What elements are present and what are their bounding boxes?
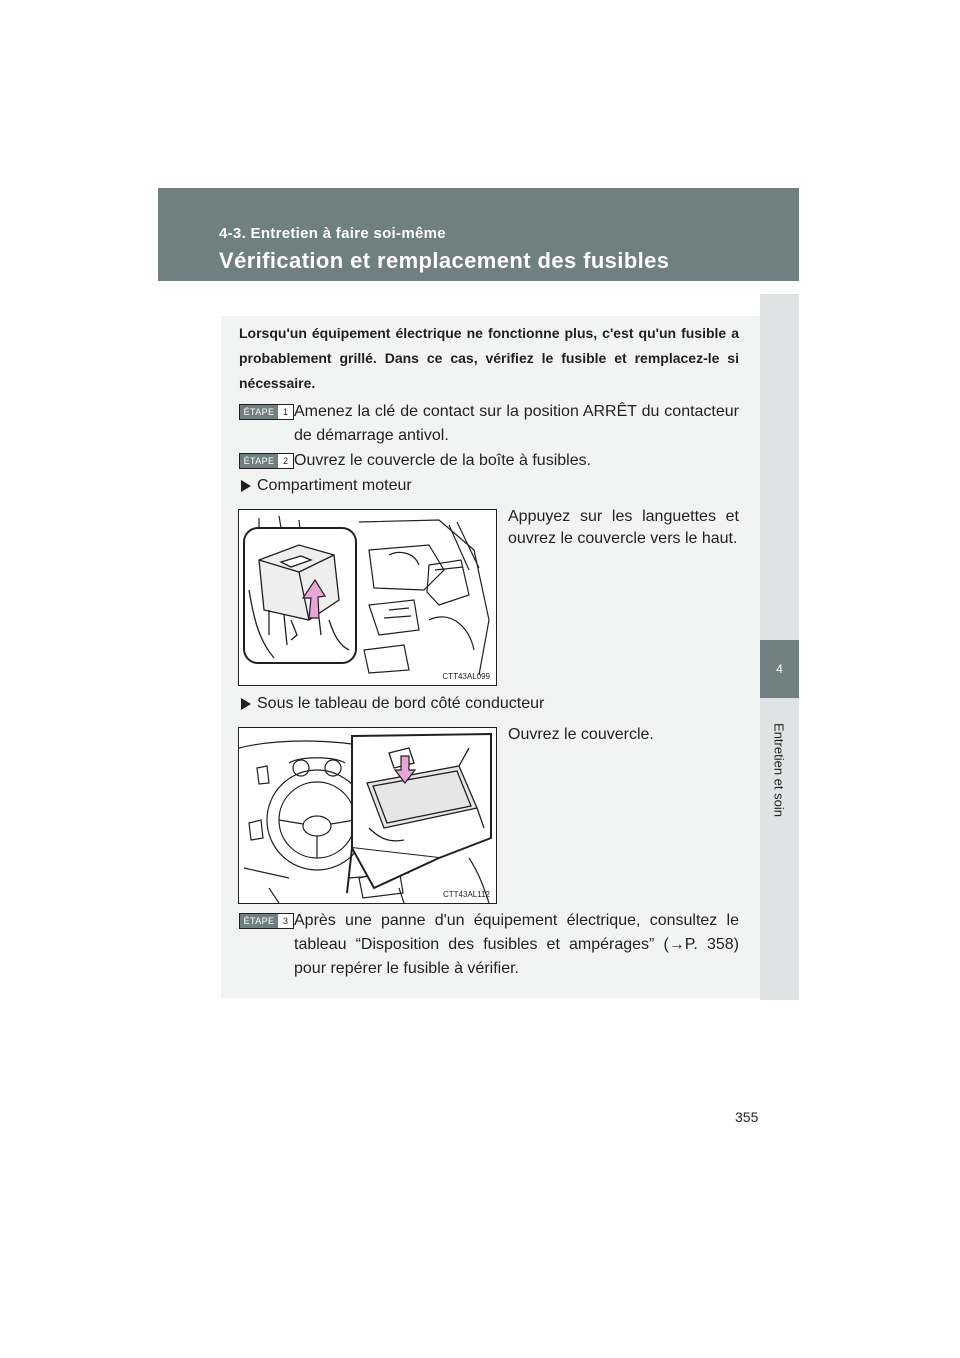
subsection-heading-text: Sous le tableau de bord côté conducteur bbox=[257, 695, 545, 712]
subsection-heading-engine bbox=[239, 476, 412, 496]
figure-note: Ouvrez le couvercle. bbox=[508, 726, 654, 743]
content-panel bbox=[221, 316, 760, 998]
dashboard-fuse-box-figure bbox=[238, 727, 497, 904]
step-2 bbox=[239, 449, 739, 473]
step-badge bbox=[239, 404, 294, 420]
subsection-heading-text: Compartiment moteur bbox=[257, 477, 412, 494]
step-badge-number: 2 bbox=[282, 456, 288, 466]
figure-code: CTT43AL099 bbox=[442, 672, 490, 681]
intro-text: Lorsqu'un équipement électrique ne fonctionne plus, c'est qu'un fusible a probablement grillé. Dans ce cas, vérifiez le fusible et remplacez-le si nécessaire. bbox=[239, 325, 739, 391]
chapter-number: 4 bbox=[760, 640, 799, 698]
engine-fuse-box-figure bbox=[238, 509, 497, 686]
step-badge bbox=[239, 453, 294, 469]
triangle-bullet-icon bbox=[241, 480, 251, 492]
figure-code: CTT43AL112 bbox=[443, 890, 490, 899]
step-badge-label: ÉTAPE bbox=[240, 914, 278, 928]
page-title: Vérification et remplacement des fusibles bbox=[219, 248, 670, 273]
step-text: Ouvrez le couvercle de la boîte à fusibles. bbox=[294, 452, 592, 469]
step-badge-label: ÉTAPE bbox=[240, 454, 278, 468]
step-text: Après une panne d'un équipement électrique, consultez le tableau “Disposition des fusibles et ampérages” (→P. 358) pour repérer le fusible à vérifier. bbox=[294, 912, 739, 977]
step-text: Amenez la clé de contact sur la position ARRÊT du contacteur de démarrage antivol. bbox=[294, 403, 739, 444]
step-badge-label: ÉTAPE bbox=[240, 405, 278, 419]
step-3 bbox=[239, 909, 739, 981]
step-badge-number: 1 bbox=[282, 407, 288, 417]
subsection-heading-dashboard bbox=[239, 694, 544, 714]
step-badge bbox=[239, 913, 294, 929]
figure-note: Appuyez sur les languettes et ouvrez le couvercle vers le haut. bbox=[508, 508, 739, 547]
section-label: 4-3. Entretien à faire soi-même bbox=[219, 225, 446, 242]
step-badge-number: 3 bbox=[282, 916, 288, 926]
engine-compartment-illustration bbox=[239, 510, 496, 685]
chapter-title: Entretien et soin bbox=[771, 723, 787, 817]
page-number: 355 bbox=[735, 1109, 759, 1125]
dashboard-illustration bbox=[239, 728, 496, 903]
triangle-bullet-icon bbox=[241, 698, 251, 710]
page-header bbox=[158, 188, 799, 281]
step-1 bbox=[239, 400, 739, 448]
